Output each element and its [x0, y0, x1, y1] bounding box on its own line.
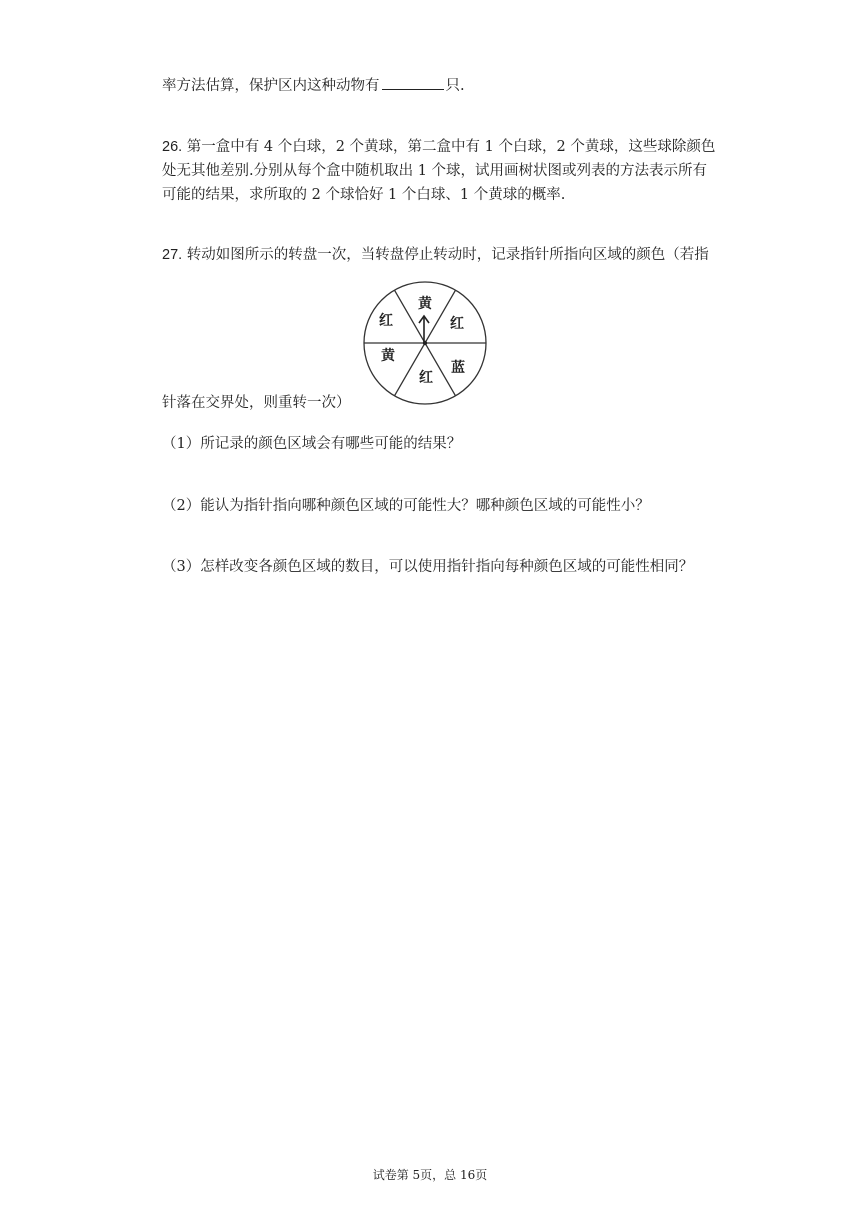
answer-blank[interactable] — [382, 75, 444, 90]
q25-text: 率方法估算，保护区内这种动物有 — [162, 78, 380, 94]
q25-text-end: 只. — [445, 78, 465, 94]
q26-line-3: 可能的结果，求所取的 2 个球恰好 1 个白球、1 个黄球的概率. — [162, 187, 566, 203]
q26-number: 26. — [162, 139, 183, 155]
q27-sub-3: （3）怎样改变各颜色区域的数目，可以使用指针指向每种颜色区域的可能性相同？ — [162, 559, 694, 575]
sector-label-bottom: 红 — [419, 370, 433, 386]
q27-number: 27. — [162, 247, 183, 263]
sector-label-lower-left: 黄 — [381, 348, 395, 364]
q25-tail-line — [162, 75, 465, 96]
q27-line-1 — [162, 245, 709, 265]
q27-sub-2: （2）能认为指针指向哪种颜色区域的可能性大？哪种颜色区域的可能性小？ — [162, 498, 650, 514]
page-footer: 试卷第 5页，总 16页 — [372, 1168, 488, 1182]
q27-text-1: 转动如图所示的转盘一次，当转盘停止转动时，记录指针所指向区域的颜色（若指 — [186, 247, 709, 263]
sector-label-lower-right: 蓝 — [451, 360, 465, 376]
sector-label-top: 黄 — [418, 296, 432, 312]
q26-text-1: 第一盒中有 4 个白球，2 个黄球，第二盒中有 1 个白球，2 个黄球，这些球除颜色 — [186, 139, 716, 155]
q27-line-2: 针落在交界处，则重转一次） — [162, 395, 351, 411]
q26-line-2: 处无其他差别.分别从每个盒中随机取出 1 个球，试用画树状图或列表的方法表示所有 — [162, 163, 708, 179]
spinner-center-dot — [423, 341, 427, 345]
sector-label-upper-right: 红 — [450, 316, 464, 332]
spinner-figure — [361, 281, 489, 405]
q26-line-1 — [162, 137, 715, 157]
sector-label-upper-left: 红 — [379, 313, 393, 329]
q27-sub-1: （1）所记录的颜色区域会有哪些可能的结果？ — [162, 436, 462, 452]
